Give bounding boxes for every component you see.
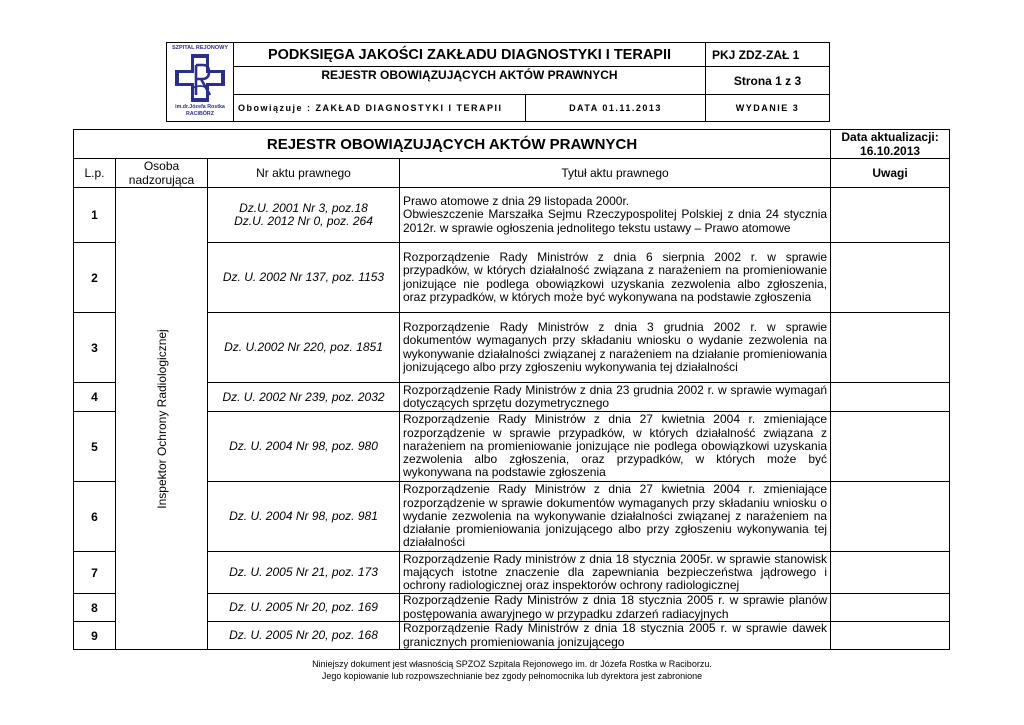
document-date: DATA 01.11.2013 [526,95,706,121]
header-subtitle: REJESTR OBOWIĄZUJĄCYCH AKTÓW PRAWNYCH [234,67,706,95]
col-person [116,159,208,188]
row-lp: 1 [74,188,116,243]
row-act-title: Rozporządzenie Rady Ministrów z dnia 18 stycznia 2005 r. w sprawie dawek granicznych promieniowania jonizującego [400,622,831,650]
row-lp: 8 [74,594,116,622]
row-act-title: Rozporządzenie Rady Ministrów z dnia 27 kwietnia 2004 r. zmieniające rozporządzenie w sprawie przypadków, w których działalność związana z narażeniem na promieniowanie jonizujące nie podlega obowiązkowi uzyskania zezwolenia albo zgłoszenia, oraz przypadków, w których może być wykonywana na podstawie zgłoszenia [400,412,831,482]
col-person-line1: Osoba [143,159,180,173]
supervisor-text: Inspektor Ochrony Radiologicznej [154,328,169,509]
row-act-title: Rozporządzenie Rady Ministrów z dnia 23 grudnia 2002 r. w sprawie wymagań dotyczących sprzętu dozymetrycznego [400,383,831,412]
row-act-title: Rozporządzenie Rady Ministrów z dnia 18 stycznia 2005 r. w sprawie planów postępowania awaryjnego w przypadku zdarzeń radiacyjnych [400,594,831,622]
row-notes [831,412,950,482]
row-lp: 5 [74,412,116,482]
supervisor-cell [116,188,208,650]
row-notes [831,188,950,243]
logo-bottom-text [167,104,233,118]
update-label: Data aktualizacji: [841,130,939,144]
row-act-number: Dz. U. 2002 Nr 137, poz. 1153 [208,243,400,313]
row-lp: 2 [74,243,116,313]
row-act-title: Rozporządzenie Rady Ministrów z dnia 3 grudnia 2002 r. w sprawie dokumentów wymaganych przy składaniu wniosku o wydanie zezwolenia na wykonywanie działalności związanej z narażeniem na działanie promieniowania jonizującego albo przy zgłoszeniu wykonywania tej działalności [400,313,831,383]
table-row [74,188,950,243]
row-act-number [208,188,400,243]
header-title: PODKSIĘGA JAKOŚCI ZAKŁADU DIAGNOSTYKI I TERAPII [234,43,706,67]
row-act-number: Dz. U. 2005 Nr 20, poz. 169 [208,594,400,622]
row-act-title [400,188,831,243]
footer-line-1: Niniejszy dokument jest własnością SPZOZ Szpitala Rejonowego im. dr Józefa Rostka w Raciborzu. [312,659,712,669]
cross-caduceus-icon [174,53,226,103]
col-act-title: Tytuł aktu prawnego [400,159,831,188]
row-act-number: Dz. U. 2002 Nr 239, poz. 2032 [208,383,400,412]
row-act-title: Rozporządzenie Rady ministrów z dnia 18 stycznia 2005r. w sprawie stanowisk mających istotne znaczenie dla zapewniania bezpieczeństwa jądrowego i ochrony radiologicznej oraz inspektorów ochrony radiologicznej [400,552,831,594]
row-lp: 7 [74,552,116,594]
row-act-number: Dz. U.2002 Nr 220, poz. 1851 [208,313,400,383]
row-lp: 3 [74,313,116,383]
col-lp: L.p. [74,159,116,188]
update-date: 16.10.2013 [860,144,921,158]
document-code: PKJ ZDZ-ZAŁ 1 [706,43,829,67]
row-notes [831,243,950,313]
table-header-row [74,159,950,188]
col-act-number: Nr aktu prawnego [208,159,400,188]
col-person-line2: nadzorująca [128,173,195,187]
row-notes [831,482,950,552]
row-act-number: Dz. U. 2004 Nr 98, poz. 981 [208,482,400,552]
footer-line-2: Jego kopiowanie lub rozpowszechnianie bez zgody pełnomocnika lub dyrektora jest zabronione [321,671,703,681]
logo-name-text: im.dr.Józefa Rostka [175,104,225,110]
row-act-number: Dz. U. 2004 Nr 98, poz. 980 [208,412,400,482]
document-header [166,42,830,122]
legal-acts-table [73,129,950,650]
row-act-number: Dz. U. 2005 Nr 21, poz. 173 [208,552,400,594]
row-act-title: Rozporządzenie Rady Ministrów z dnia 6 sierpnia 2002 r. w sprawie przypadków, w których działalność związana z narażeniem na promieniowanie jonizujące nie podlega obowiązkowi uzyskania zezwolenia albo zgłoszenia, oraz przypadków, w których może być wykonywana na podstawie zgłoszenia [400,243,831,313]
page-number: Strona 1 z 3 [706,67,829,95]
row-act-number-1: Dz.U. 2001 Nr 3, poz.18 [239,201,368,215]
logo-top-text: SZPITAL REJONOWY [171,45,229,51]
row-notes [831,594,950,622]
edition-number: WYDANIE 3 [735,103,800,113]
logo-city-text: RACIBÓRZ [186,111,214,117]
row-notes [831,622,950,650]
header-meta-row [234,95,829,121]
table-title-row [74,130,950,159]
row-act-number: Dz. U. 2005 Nr 20, poz. 168 [208,622,400,650]
row-act-title-2: Obwieszczenie Marszałka Sejmu Rzeczypospolitej Polskiej z dnia 24 stycznia 2012r. w sprawie ogłoszenia jednolitego tekstu ustawy – Prawo atomowe [403,207,828,235]
applies-to: Obowiązuje : ZAKŁAD DIAGNOSTYKI I TERAPII [234,95,526,121]
row-act-title: Rozporządzenie Rady Ministrów z dnia 27 kwietnia 2004 r. zmieniające rozporządzenie w sprawie dokumentów wymaganych przy składaniu wniosku o wydanie zezwolenia na wykonywanie działalności związanej z narażeniem na działanie promieniowania jonizującego albo przy zgłoszeniu wykonywania tej działalności [400,482,831,552]
row-act-number-2: Dz.U. 2012 Nr 0, poz. 264 [234,214,373,228]
row-lp: 6 [74,482,116,552]
update-date-cell [831,130,950,159]
row-notes [831,313,950,383]
row-notes [831,383,950,412]
hospital-logo [167,43,234,121]
document-footer [0,658,1024,682]
row-act-title-1: Prawo atomowe z dnia 29 listopada 2000r. [403,194,630,209]
row-lp: 9 [74,622,116,650]
table-title: REJESTR OBOWIĄZUJĄCYCH AKTÓW PRAWNYCH [74,130,831,159]
col-notes: Uwagi [831,159,950,188]
row-notes [831,552,950,594]
row-lp: 4 [74,383,116,412]
